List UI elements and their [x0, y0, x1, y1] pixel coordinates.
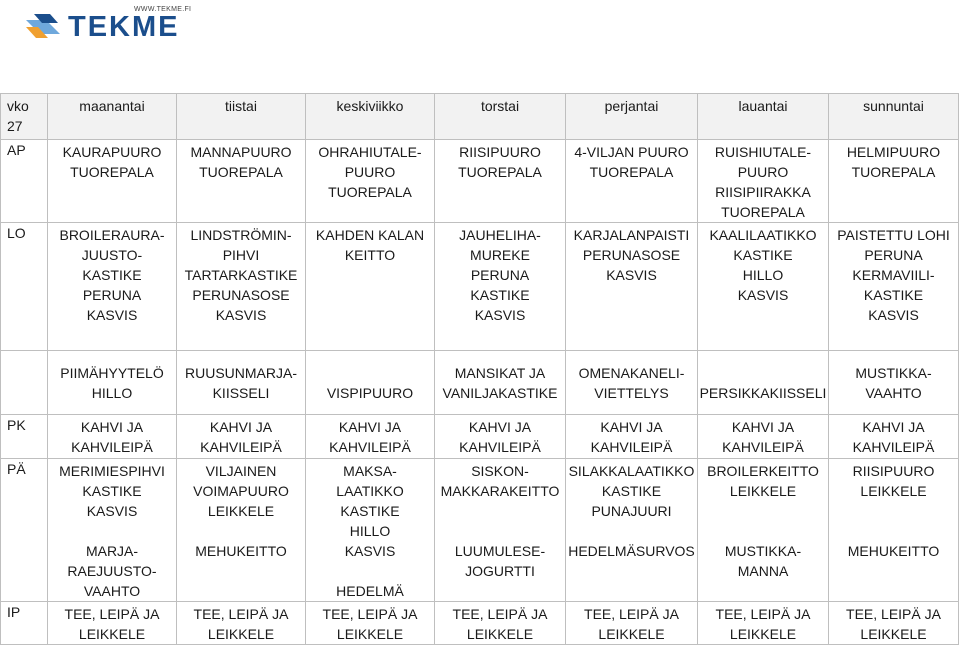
menu-cell-friday — [566, 602, 698, 645]
menu-item-line: KAURAPUURO — [62, 144, 162, 160]
menu-item-line: KAHVI JA — [862, 419, 925, 435]
menu-item-line: TEE, LEIPÄ JA — [322, 606, 418, 622]
menu-cell-saturday — [698, 415, 829, 459]
week-number: 27 — [7, 118, 23, 134]
menu-cell-monday — [48, 351, 177, 415]
menu-item-line: SILAKKALAATIKKO — [568, 463, 695, 479]
day-header-saturday: lauantai — [698, 94, 829, 140]
menu-item-line: KAHVI JA — [468, 419, 532, 435]
menu-item-line: MUSTIKKA- — [855, 365, 932, 381]
menu-item-line: VAAHTO — [83, 583, 141, 599]
menu-item-line: MUREKE — [470, 247, 530, 263]
meal-row-pk — [1, 415, 959, 459]
menu-item-line: KASVIS — [344, 543, 396, 559]
menu-item-line: TEE, LEIPÄ JA — [193, 606, 289, 622]
menu-item-line: TUOREPALA — [70, 164, 154, 180]
menu-item-line: MEHUKEITTO — [847, 543, 940, 559]
menu-item-line: KASTIKE — [601, 483, 662, 499]
meal-label: PÄ — [1, 459, 48, 602]
menu-item-line: HELMIPUURO — [846, 144, 941, 160]
menu-item-line: PERUNA — [82, 287, 142, 303]
menu-item-line: RAEJUUSTO- — [67, 563, 157, 579]
menu-item-line: MAKSA- — [343, 463, 397, 479]
day-header-thursday: torstai — [435, 94, 566, 140]
menu-item-line: MANNA — [737, 563, 789, 579]
menu-cell-friday — [566, 415, 698, 459]
menu-item-line: TEE, LEIPÄ JA — [584, 606, 679, 622]
menu-item-line: LEIKKELE — [78, 626, 146, 642]
menu-item-line: LEIKKELE — [207, 626, 275, 642]
menu-item-line: HILLO — [91, 385, 133, 401]
menu-cell-tuesday — [177, 602, 306, 645]
menu-item-line: KASVIS — [474, 307, 526, 323]
menu-cell-wednesday — [306, 140, 435, 223]
menu-item-line: MAKKARAKEITTO — [440, 483, 560, 499]
meal-label: LO — [1, 223, 48, 351]
menu-item-line: KERMAVIILI- — [852, 267, 935, 283]
menu-item-line: KASVIS — [737, 287, 789, 303]
weekly-menu-table — [0, 93, 959, 645]
menu-cell-sunday — [829, 140, 959, 223]
menu-cell-friday — [566, 140, 698, 223]
menu-item-line: LEIKKELE — [729, 626, 797, 642]
menu-item-line: TARTARKASTIKE — [184, 267, 298, 283]
meal-row-dessert — [1, 351, 959, 415]
menu-item-line: MEHUKEITTO — [195, 543, 287, 559]
menu-item-line: HEDELMÄ — [336, 583, 404, 599]
menu-item-line: KAHVI JA — [338, 419, 402, 435]
menu-item-line: KAHVILEIPÄ — [329, 439, 411, 455]
menu-item-line: OHRAHIUTALE- — [318, 144, 422, 160]
meal-row-ip — [1, 602, 959, 645]
menu-item-line: PUURO — [344, 164, 396, 180]
menu-cell-wednesday — [306, 223, 435, 351]
menu-item-line: LEIKKELE — [466, 626, 534, 642]
menu-cell-tuesday — [177, 459, 306, 602]
meal-row-pa — [1, 459, 959, 602]
menu-item-line: KAHVILEIPÄ — [590, 439, 673, 455]
menu-item-line: KAHVI JA — [209, 419, 273, 435]
menu-item-line: BROILERKEITTO — [707, 463, 819, 479]
menu-item-line: KASVIS — [606, 267, 657, 283]
menu-item-line: PAISTETTU LOHI — [837, 227, 950, 243]
menu-item-line: KEITTO — [344, 247, 396, 263]
menu-item-line: JOGURTTI — [465, 563, 535, 579]
menu-cell-thursday — [435, 223, 566, 351]
menu-item-line: TEE, LEIPÄ JA — [64, 606, 160, 622]
menu-item-line: KASVIS — [86, 307, 138, 323]
menu-item-line: PUURO — [737, 164, 789, 180]
meal-label: AP — [1, 140, 48, 223]
menu-cell-thursday — [435, 459, 566, 602]
menu-item-line: KAHVI JA — [80, 419, 144, 435]
menu-cell-sunday — [829, 602, 959, 645]
menu-item-line: KASTIKE — [863, 287, 924, 303]
day-header-monday: maanantai — [48, 94, 177, 140]
menu-item-line: KARJALANPAISTI — [573, 227, 690, 243]
menu-item-line: PIIMÄHYYTELÖ — [60, 365, 164, 381]
menu-item-line: KASTIKE — [82, 483, 142, 499]
menu-item-line: KAHVI JA — [731, 419, 795, 435]
menu-cell-tuesday — [177, 351, 306, 415]
menu-item-line: KAHVILEIPÄ — [852, 439, 935, 455]
menu-item-line: RIISIPIIRAKKA — [715, 184, 811, 200]
menu-cell-tuesday — [177, 415, 306, 459]
menu-cell-sunday — [829, 223, 959, 351]
menu-item-line: MANSIKAT JA — [454, 365, 546, 381]
menu-item-line: TEE, LEIPÄ JA — [715, 606, 811, 622]
menu-item-line: PERUNASOSE — [192, 287, 290, 303]
menu-item-line: KASVIS — [86, 503, 138, 519]
menu-cell-saturday — [698, 140, 829, 223]
menu-item-line: HILLO — [742, 267, 784, 283]
menu-item-line: MUSTIKKA- — [724, 543, 802, 559]
menu-item-line: VANILJAKASTIKE — [442, 385, 558, 401]
menu-item-line: KAALILAATIKKO — [709, 227, 817, 243]
menu-cell-tuesday — [177, 223, 306, 351]
menu-item-line: PIHVI — [222, 247, 260, 263]
menu-item-line: KIISSELI — [212, 385, 270, 401]
menu-item-line: LEIKKELE — [207, 503, 275, 519]
menu-item-line: LEIKKELE — [336, 626, 404, 642]
menu-item-line: KASVIS — [215, 307, 267, 323]
menu-item-line: OMENAKANELI- — [578, 365, 685, 381]
menu-cell-saturday — [698, 351, 829, 415]
menu-item-line: TEE, LEIPÄ JA — [846, 606, 941, 622]
menu-item-line: TEE, LEIPÄ JA — [452, 606, 548, 622]
menu-item-line: JAUHELIHA- — [459, 227, 541, 243]
menu-item-line: KASTIKE — [470, 287, 530, 303]
menu-cell-sunday — [829, 415, 959, 459]
menu-item-line: RIISIPUURO — [852, 463, 935, 479]
menu-item-line: TUOREPALA — [328, 184, 412, 200]
menu-item-line: KASVIS — [868, 307, 919, 323]
menu-cell-sunday — [829, 351, 959, 415]
day-header-friday: perjantai — [566, 94, 698, 140]
menu-item-line: KAHVILEIPÄ — [200, 439, 282, 455]
menu-item-line: RUISHIUTALE- — [714, 144, 812, 160]
menu-cell-wednesday — [306, 351, 435, 415]
menu-item-line: LEIKKELE — [729, 483, 797, 499]
menu-item-line: PUNAJUURI — [591, 503, 672, 519]
menu-item-line: LEIKKELE — [860, 483, 927, 499]
menu-cell-thursday — [435, 351, 566, 415]
logo-url: WWW.TEKME.FI — [134, 6, 192, 13]
meal-label: IP — [1, 602, 48, 645]
menu-cell-wednesday — [306, 459, 435, 602]
menu-item-line: RUUSUNMARJA- — [185, 365, 297, 381]
menu-cell-monday — [48, 602, 177, 645]
menu-item-line: TUOREPALA — [458, 164, 542, 180]
menu-item-line: PERUNA — [864, 247, 923, 263]
menu-item-line: MERIMIESPIHVI — [59, 463, 165, 479]
tekme-logo — [24, 6, 204, 43]
day-header-wednesday: keskiviikko — [306, 94, 435, 140]
menu-item-line: LAATIKKO — [336, 483, 404, 499]
menu-item-line: MANNAPUURO — [190, 144, 292, 160]
menu-cell-friday — [566, 459, 698, 602]
menu-item-line: MARJA- — [85, 543, 139, 559]
menu-cell-thursday — [435, 415, 566, 459]
menu-item-line: VAAHTO — [865, 385, 922, 401]
menu-item-line: TUOREPALA — [851, 164, 936, 180]
vko-label: vko — [7, 98, 29, 114]
menu-item-line: TUOREPALA — [721, 204, 805, 220]
menu-cell-sunday — [829, 459, 959, 602]
menu-cell-friday — [566, 351, 698, 415]
menu-cell-saturday — [698, 223, 829, 351]
header-row — [1, 94, 959, 140]
menu-item-line: KASTIKE — [82, 267, 142, 283]
menu-item-line: KASTIKE — [733, 247, 793, 263]
menu-item-line: KAHVILEIPÄ — [722, 439, 804, 455]
menu-cell-monday — [48, 223, 177, 351]
meal-row-lo — [1, 223, 959, 351]
menu-item-line: VIETTELYS — [594, 385, 669, 401]
menu-item-line: LEIKKELE — [598, 626, 665, 642]
menu-item-line: PERSIKKAKIISSELI — [699, 385, 827, 401]
menu-item-line: VILJAINEN — [205, 463, 277, 479]
menu-item-line: LEIKKELE — [860, 626, 927, 642]
menu-item-line: KAHVI JA — [600, 419, 663, 435]
menu-item-line: RIISIPUURO — [459, 144, 541, 160]
menu-item-line: TUOREPALA — [199, 164, 283, 180]
menu-item-line: VISPIPUURO — [326, 385, 414, 401]
meal-label — [1, 351, 48, 415]
menu-cell-saturday — [698, 602, 829, 645]
menu-cell-monday — [48, 415, 177, 459]
menu-item-line: JUUSTO- — [81, 247, 143, 263]
menu-item-line: LINDSTRÖMIN- — [190, 227, 292, 243]
menu-cell-thursday — [435, 602, 566, 645]
menu-item-line: VOIMAPUURO — [193, 483, 289, 499]
meal-label: PK — [1, 415, 48, 459]
menu-item-line: PERUNA — [470, 267, 530, 283]
menu-item-line: HEDELMÄSURVOS — [568, 543, 695, 559]
menu-cell-wednesday — [306, 415, 435, 459]
day-header-tuesday: tiistai — [177, 94, 306, 140]
day-header-sunday: sunnuntai — [829, 94, 959, 140]
menu-cell-friday — [566, 223, 698, 351]
menu-item-line: KAHDEN KALAN — [315, 227, 425, 243]
menu-item-line: BROILERAURA- — [59, 227, 165, 243]
menu-cell-monday — [48, 140, 177, 223]
menu-cell-monday — [48, 459, 177, 602]
tekme-logo-mark-icon — [24, 14, 62, 40]
menu-item-line: PERUNASOSE — [582, 247, 681, 263]
meal-row-ap — [1, 140, 959, 223]
menu-cell-thursday — [435, 140, 566, 223]
menu-item-line: TUOREPALA — [589, 164, 674, 180]
logo-text: TEKME — [68, 11, 180, 43]
week-cell — [1, 94, 48, 140]
menu-item-line: SISKON- — [471, 463, 529, 479]
menu-item-line: HILLO — [349, 523, 391, 539]
menu-item-line: KAHVILEIPÄ — [71, 439, 153, 455]
menu-item-line: 4-VILJAN PUURO — [574, 144, 689, 160]
menu-cell-saturday — [698, 459, 829, 602]
menu-cell-wednesday — [306, 602, 435, 645]
menu-item-line: KASTIKE — [340, 503, 400, 519]
menu-item-line: KAHVILEIPÄ — [459, 439, 541, 455]
menu-item-line: LUUMULESE- — [454, 543, 546, 559]
menu-cell-tuesday — [177, 140, 306, 223]
